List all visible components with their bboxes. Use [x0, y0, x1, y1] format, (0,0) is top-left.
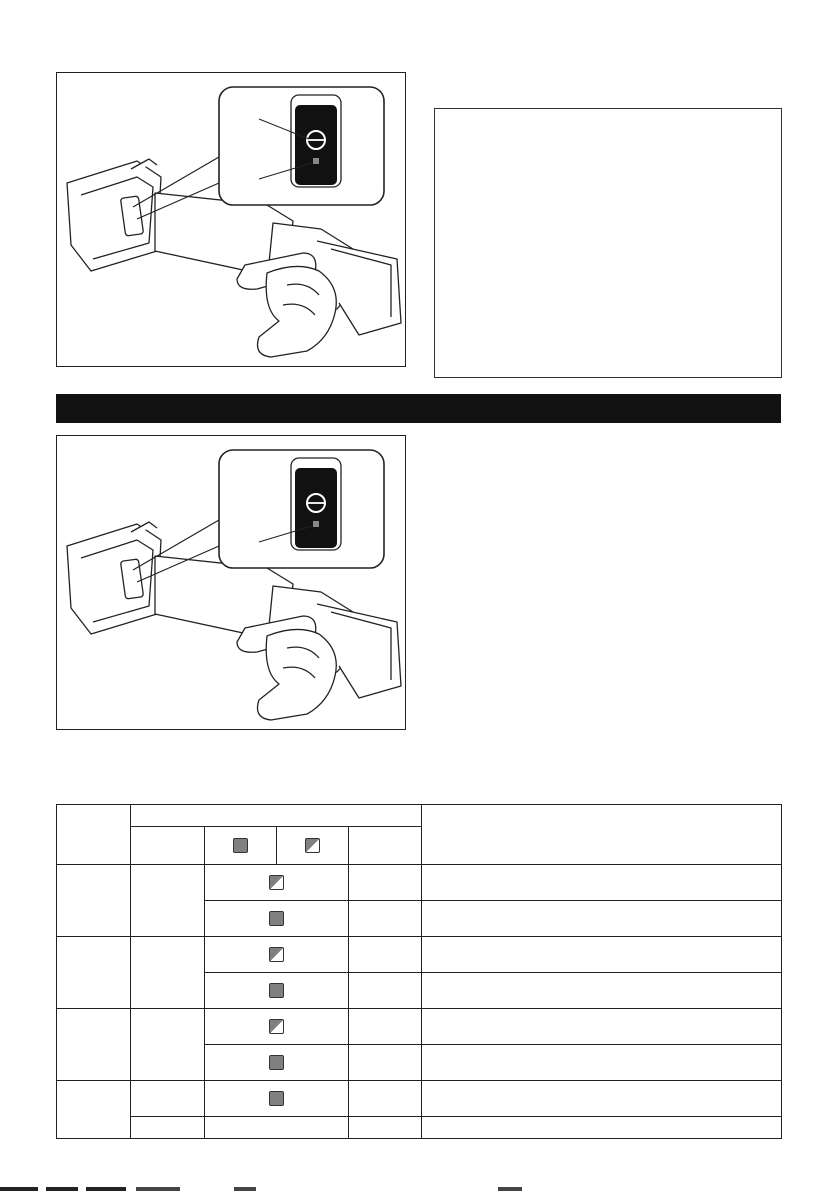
note-cell	[422, 937, 782, 973]
header-lamp-group	[131, 805, 422, 827]
note-cell	[422, 1081, 782, 1117]
lamp-blink-icon	[269, 875, 284, 890]
state-cell	[57, 937, 131, 1009]
header-state	[57, 805, 131, 865]
lamp-blink-icon	[305, 838, 320, 853]
state-cell	[57, 1081, 131, 1139]
note-cell	[422, 1009, 782, 1045]
section-heading-bar	[56, 394, 781, 423]
table-row	[57, 865, 782, 901]
lamp-col-cell	[131, 1081, 205, 1117]
figure-lamp-status	[56, 435, 406, 730]
state-cell	[57, 865, 131, 937]
state-cell	[57, 1009, 131, 1081]
table-row	[57, 1081, 782, 1117]
header-off	[349, 827, 422, 865]
lamp-on-icon	[269, 983, 284, 998]
table-row	[57, 1117, 782, 1139]
switch-panel	[295, 468, 337, 548]
note-box	[434, 108, 782, 378]
lamp-blink-icon	[269, 1019, 284, 1034]
grinder-illustration	[57, 436, 405, 729]
header-lamp-label	[131, 827, 205, 865]
lamp-on-icon	[233, 838, 248, 853]
lamp-icon	[313, 158, 319, 164]
grinder-illustration	[57, 73, 405, 366]
lamp-icon	[313, 521, 319, 527]
figure-wireless-activation	[56, 72, 406, 367]
table-row	[57, 937, 782, 973]
table-row	[57, 1009, 782, 1045]
lamp-on-icon	[269, 1091, 284, 1106]
lamp-status-table	[56, 804, 782, 1139]
switch-panel	[295, 105, 337, 185]
lamp-blink-icon	[269, 947, 284, 962]
header-description	[422, 805, 782, 865]
footer-text-fragment	[0, 1186, 560, 1192]
lamp-col-cell	[131, 1009, 205, 1081]
lamp-on-icon	[269, 911, 284, 926]
lamp-col-cell	[131, 865, 205, 937]
note-cell	[422, 1045, 782, 1081]
note-cell	[422, 901, 782, 937]
note-cell	[422, 1117, 782, 1139]
note-cell	[422, 865, 782, 901]
lamp-on-icon	[269, 1055, 284, 1070]
lamp-col-cell	[131, 937, 205, 1009]
note-cell	[422, 973, 782, 1009]
